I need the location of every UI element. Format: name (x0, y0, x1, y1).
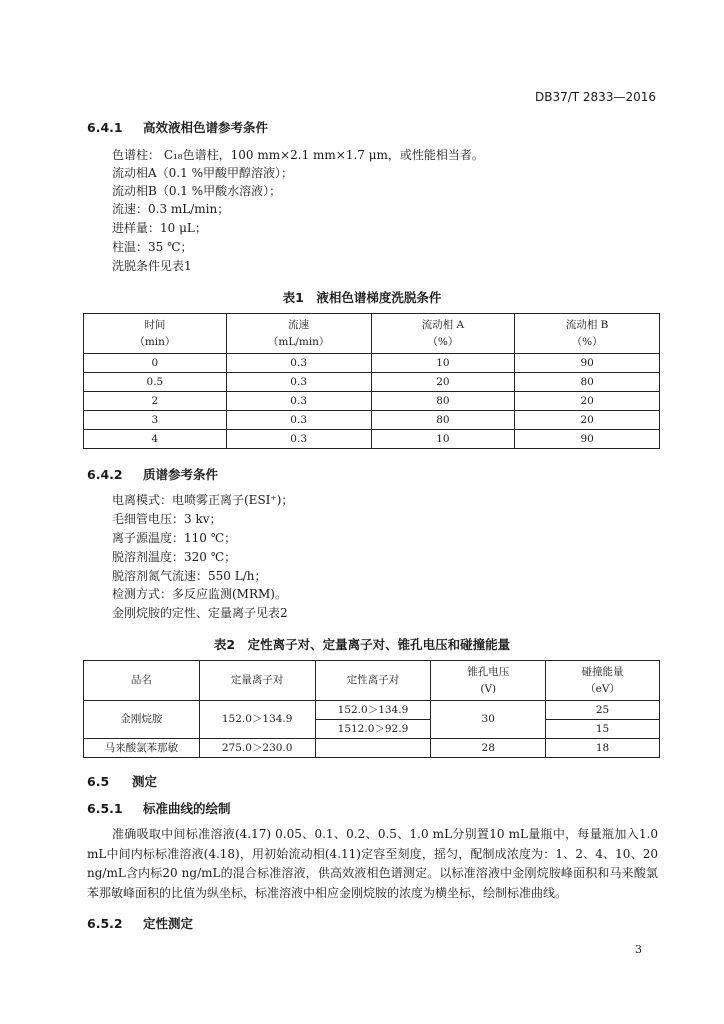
lc-condition-line: 流动相A（0.1 %甲酸甲醇溶液）； (112, 166, 293, 180)
lc-condition-line: 流动相B（0.1 %甲酸水溶液）； (112, 184, 282, 198)
calibration-paragraph: 准确吸取中间标准溶液(4.17) 0.05、0.1、0.2、0.5、1.0 mL分别置10 mL量瓶中，每量瓶加入1.0 mL中间内标标准溶液(4.18)，用初始流动相(4.11)定容至刻度，摇匀，配制成浓度为：1、2、4、10、20 ng/mL含内标20 ng/mL的混合标准溶液，供高效液相色谱测定。以标准溶液中金刚烷胺峰面积和马来酸氯苯那敏峰面积的比值为纵坐标，标准溶液中相应金刚烷胺的浓度为横坐标，绘制标准曲线。 (87, 827, 658, 900)
table-cell: 152.0＞134.9 (315, 701, 431, 720)
table-cell: 金刚烷胺 (84, 701, 200, 739)
section-6-5-2-heading (87, 914, 193, 932)
lc-condition-line: 柱温：35 ℃； (112, 240, 193, 254)
header-standard-code: DB37/T 2833—2016 (534, 90, 656, 104)
table-cell: 18 (546, 739, 660, 758)
table-cell: 10 (371, 430, 515, 449)
section-title: 标准曲线的绘制 (143, 801, 231, 816)
table-cell: 80 (515, 373, 660, 392)
table-cell: 20 (371, 373, 515, 392)
section-title: 高效液相色谱参考条件 (143, 120, 269, 135)
table2-header-cell: 锥孔电压 (V) (431, 661, 546, 701)
table-cell: 80 (371, 392, 515, 411)
table-cell: 0.3 (226, 354, 371, 373)
table-row (84, 411, 660, 430)
lc-condition-line: 色谱柱： C₁₈色谱柱，100 mm×2.1 mm×1.7 μm，或性能相当者。 (112, 148, 484, 162)
table2-header-cell: 定性离子对 (315, 661, 431, 701)
section-number: 6.4.1 (87, 120, 123, 135)
table-row (84, 739, 660, 758)
table-cell: 0 (84, 354, 227, 373)
table-cell: 28 (431, 739, 546, 758)
ms-condition-line: 脱溶剂氮气流速：550 L/h； (112, 569, 267, 583)
table-cell: 25 (546, 701, 660, 720)
section-6-5-1-heading (87, 799, 231, 817)
table1-header-cell: 时间 （min） (84, 314, 227, 354)
section-number: 6.5 (87, 774, 110, 789)
table-cell: 0.3 (226, 430, 371, 449)
section-title: 测定 (132, 774, 158, 789)
table2-ion-pairs (83, 660, 660, 758)
table1-header-cell: 流动相 B （%） (515, 314, 660, 354)
section-6-5-heading (87, 772, 157, 790)
lc-condition-line: 流速：0.3 mL/min； (112, 202, 230, 216)
table-cell: 30 (431, 701, 546, 739)
table-row (84, 392, 660, 411)
table2-header-cell: 定量离子对 (199, 661, 315, 701)
table2-caption: 表2 定性离子对、定量离子对、锥孔电压和碰撞能量 (213, 637, 511, 652)
lc-condition-line: 进样量：10 μL； (112, 221, 207, 235)
table-cell (315, 739, 431, 758)
table-cell: 20 (515, 411, 660, 430)
ms-condition-line: 金刚烷胺的定性、定量离子见表2 (112, 606, 288, 620)
section-6-4-1-heading (87, 118, 268, 136)
table-cell: 马来酸氯苯那敏 (84, 739, 200, 758)
table-row (84, 373, 660, 392)
section-number: 6.5.1 (87, 801, 123, 816)
section-number: 6.5.2 (87, 916, 123, 931)
table1-header-row (84, 314, 660, 354)
table1-header-cell: 流动相 A （%） (371, 314, 515, 354)
table-cell: 0.5 (84, 373, 227, 392)
table-cell: 0.3 (226, 411, 371, 430)
ms-condition-line: 毛细管电压：3 kv； (112, 512, 222, 526)
lc-condition-line: 洗脱条件见表1 (112, 259, 192, 273)
table-cell: 0.3 (226, 373, 371, 392)
table1-caption: 表1 液相色谱梯度洗脱条件 (282, 290, 442, 305)
table-cell: 275.0＞230.0 (199, 739, 315, 758)
table2-header-cell: 碰撞能量 （eV） (546, 661, 660, 701)
table-cell: 15 (546, 720, 660, 739)
table-cell: 90 (515, 430, 660, 449)
table-cell: 152.0＞134.9 (199, 701, 315, 739)
ms-condition-line: 脱溶剂温度：320 ℃； (112, 550, 237, 564)
table-cell: 20 (515, 392, 660, 411)
section-6-4-2-heading (87, 465, 218, 483)
table-cell: 10 (371, 354, 515, 373)
table1-gradient-elution (83, 313, 660, 449)
table1-header-cell: 流速 （mL/min） (226, 314, 371, 354)
ms-condition-line: 电离模式：电喷雾正离子(ESI⁺)； (112, 493, 294, 507)
table-cell: 90 (515, 354, 660, 373)
section-title: 质谱参考条件 (143, 467, 219, 482)
table-row (84, 430, 660, 449)
table-cell: 2 (84, 392, 227, 411)
table-cell: 4 (84, 430, 227, 449)
table-row (84, 701, 660, 720)
section-number: 6.4.2 (87, 467, 123, 482)
ms-condition-line: 离子源温度：110 ℃； (112, 531, 237, 545)
table-cell: 0.3 (226, 392, 371, 411)
table-cell: 3 (84, 411, 227, 430)
table-cell: 80 (371, 411, 515, 430)
ms-condition-line: 检测方式：多反应监测(MRM)。 (112, 587, 287, 601)
table-row (84, 354, 660, 373)
table2-header-cell: 品名 (84, 661, 200, 701)
page-number: 3 (635, 943, 642, 956)
table-cell: 1512.0＞92.9 (315, 720, 431, 739)
section-title: 定性测定 (143, 916, 194, 931)
table2-header-row (84, 661, 660, 701)
